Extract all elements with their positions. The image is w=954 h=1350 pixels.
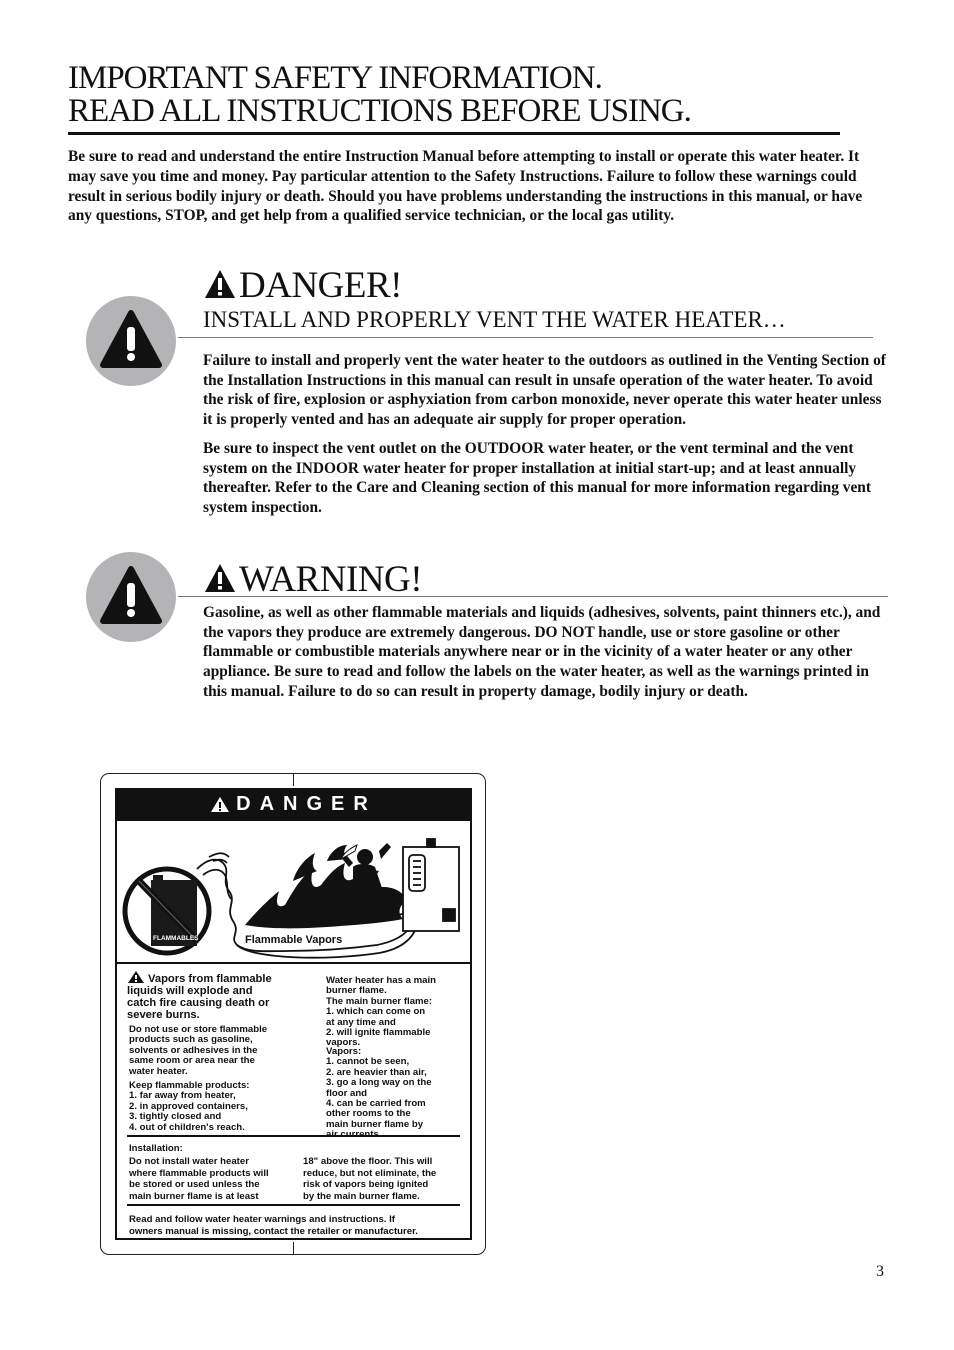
vapors-list: Vapors: 1. cannot be seen, 2. are heavier than air, 3. go a long way on the floor and 4. can be carried from other rooms to the main burner flame by air currents. [326,1046,432,1141]
danger-section [203,262,889,518]
danger-paragraph-2: Be sure to inspect the vent outlet on the OUTDOOR water heater, or the vent terminal and the vent system on the INDOOR water heater for proper installation at initial start-up; and at least annually thereafter. Refer to the Care and Cleaning section of this manual for more information regarding vent system inspection. [203,439,871,516]
danger-title: DANGER! [239,265,402,306]
label-top-notch [293,773,294,786]
fire-flames-icon [245,845,407,928]
warning-triangle-icon [203,562,237,594]
can-label-text: FLAMMABLES [153,935,199,942]
intro-paragraph: Be sure to read and understand the entire Instruction Manual before attempting to install or operate this water heater. It may save you time and money. Pay particular attention to the Safety Instructions. Failure to follow these warnings could result in serious bodily injury or death. Should you have problems understanding the instructions in this manual, or have any questions, STOP, and get help from a qualified service technician, or the local gas utility. [68,148,863,225]
danger-subtitle: INSTALL AND PROPERLY VENT THE WATER HEATER… [203,307,786,332]
label-bottom-notch [293,1242,294,1255]
header-rule [68,132,840,135]
page-header [68,62,840,135]
flammable-vapors-illustration [117,821,470,962]
warning-section [203,556,889,702]
warning-exclamation-icon [86,552,176,642]
warning-title: WARNING! [239,559,423,600]
label-illustration [117,819,470,964]
installation-divider [127,1135,460,1137]
flammable-storage-text: Do not use or store flammable products such as gasoline, solvents or adhesives in the same room or area near the water heater. [129,1024,268,1077]
water-heater-icon [403,839,459,931]
danger-paragraph-1: Failure to install and properly vent the water heater to the outdoors as outlined in the Venting Section of the Installation Instructions in this manual can result in unsafe operation of the water heater. To avoid the risk of fire, explosion or asphyxiation from carbon monoxide, never operate this water heater unless it is properly vented and has an adequate air supply for proper operation. [203,352,886,429]
label-banner [117,790,470,819]
keep-flammable-list: Keep flammable products: 1. far away from heater, 2. in approved containers, 3. tightly closed and 4. out of children's reach. [129,1080,250,1133]
banner-warning-icon [210,796,230,813]
danger-signal-word [203,262,889,304]
vapors-warning-heading: Vapors from flammable liquids will explode and catch fire causing death or severe burns. [127,973,272,1021]
warning-paragraph-1: Gasoline, as well as other flammable materials and liquids (adhesives, solvents, paint thinners etc.), and the vapors they produce are extremely dangerous. DO NOT handle, use or store gasoline or other flammable or combustible materials anywhere near or in the vicinity of a water heater or any other appliance. Be sure to read and follow the labels on the water heater, as well as the warnings printed in this manual. Failure to do so can result in property damage, bodily injury or death. [203,604,881,700]
installation-text-left: Do not install water heater where flammable products will be stored or used unless the main burner flame is at least [129,1156,269,1202]
prohibited-flammables-can-icon [125,869,209,953]
label-inner-frame [115,788,472,1240]
installation-text-right: 18" above the floor. This will reduce, but not eliminate, the risk of vapors being ignited by the main burner flame. [303,1156,437,1202]
vapors-caption: Flammable Vapors [245,934,343,946]
danger-label [100,773,486,1255]
danger-exclamation-icon [86,296,176,386]
header-line-2: READ ALL INSTRUCTIONS BEFORE USING. [68,93,691,129]
warning-signal-word [203,556,889,598]
header-line-1: IMPORTANT SAFETY INFORMATION. [68,60,602,96]
installation-heading: Installation: [129,1143,183,1154]
label-footer-text: Read and follow water heater warnings and instructions. If owners manual is missing, contact the retailer or manufacturer. [129,1214,418,1237]
page-number: 3 [876,1263,884,1280]
danger-triangle-icon [203,268,237,300]
main-burner-text: Water heater has a main burner flame. The main burner flame: 1. which can come on at any time and 2. will ignite flammable vapors. [326,975,437,1049]
label-banner-text: DANGER [236,793,377,815]
footer-divider [127,1204,460,1206]
